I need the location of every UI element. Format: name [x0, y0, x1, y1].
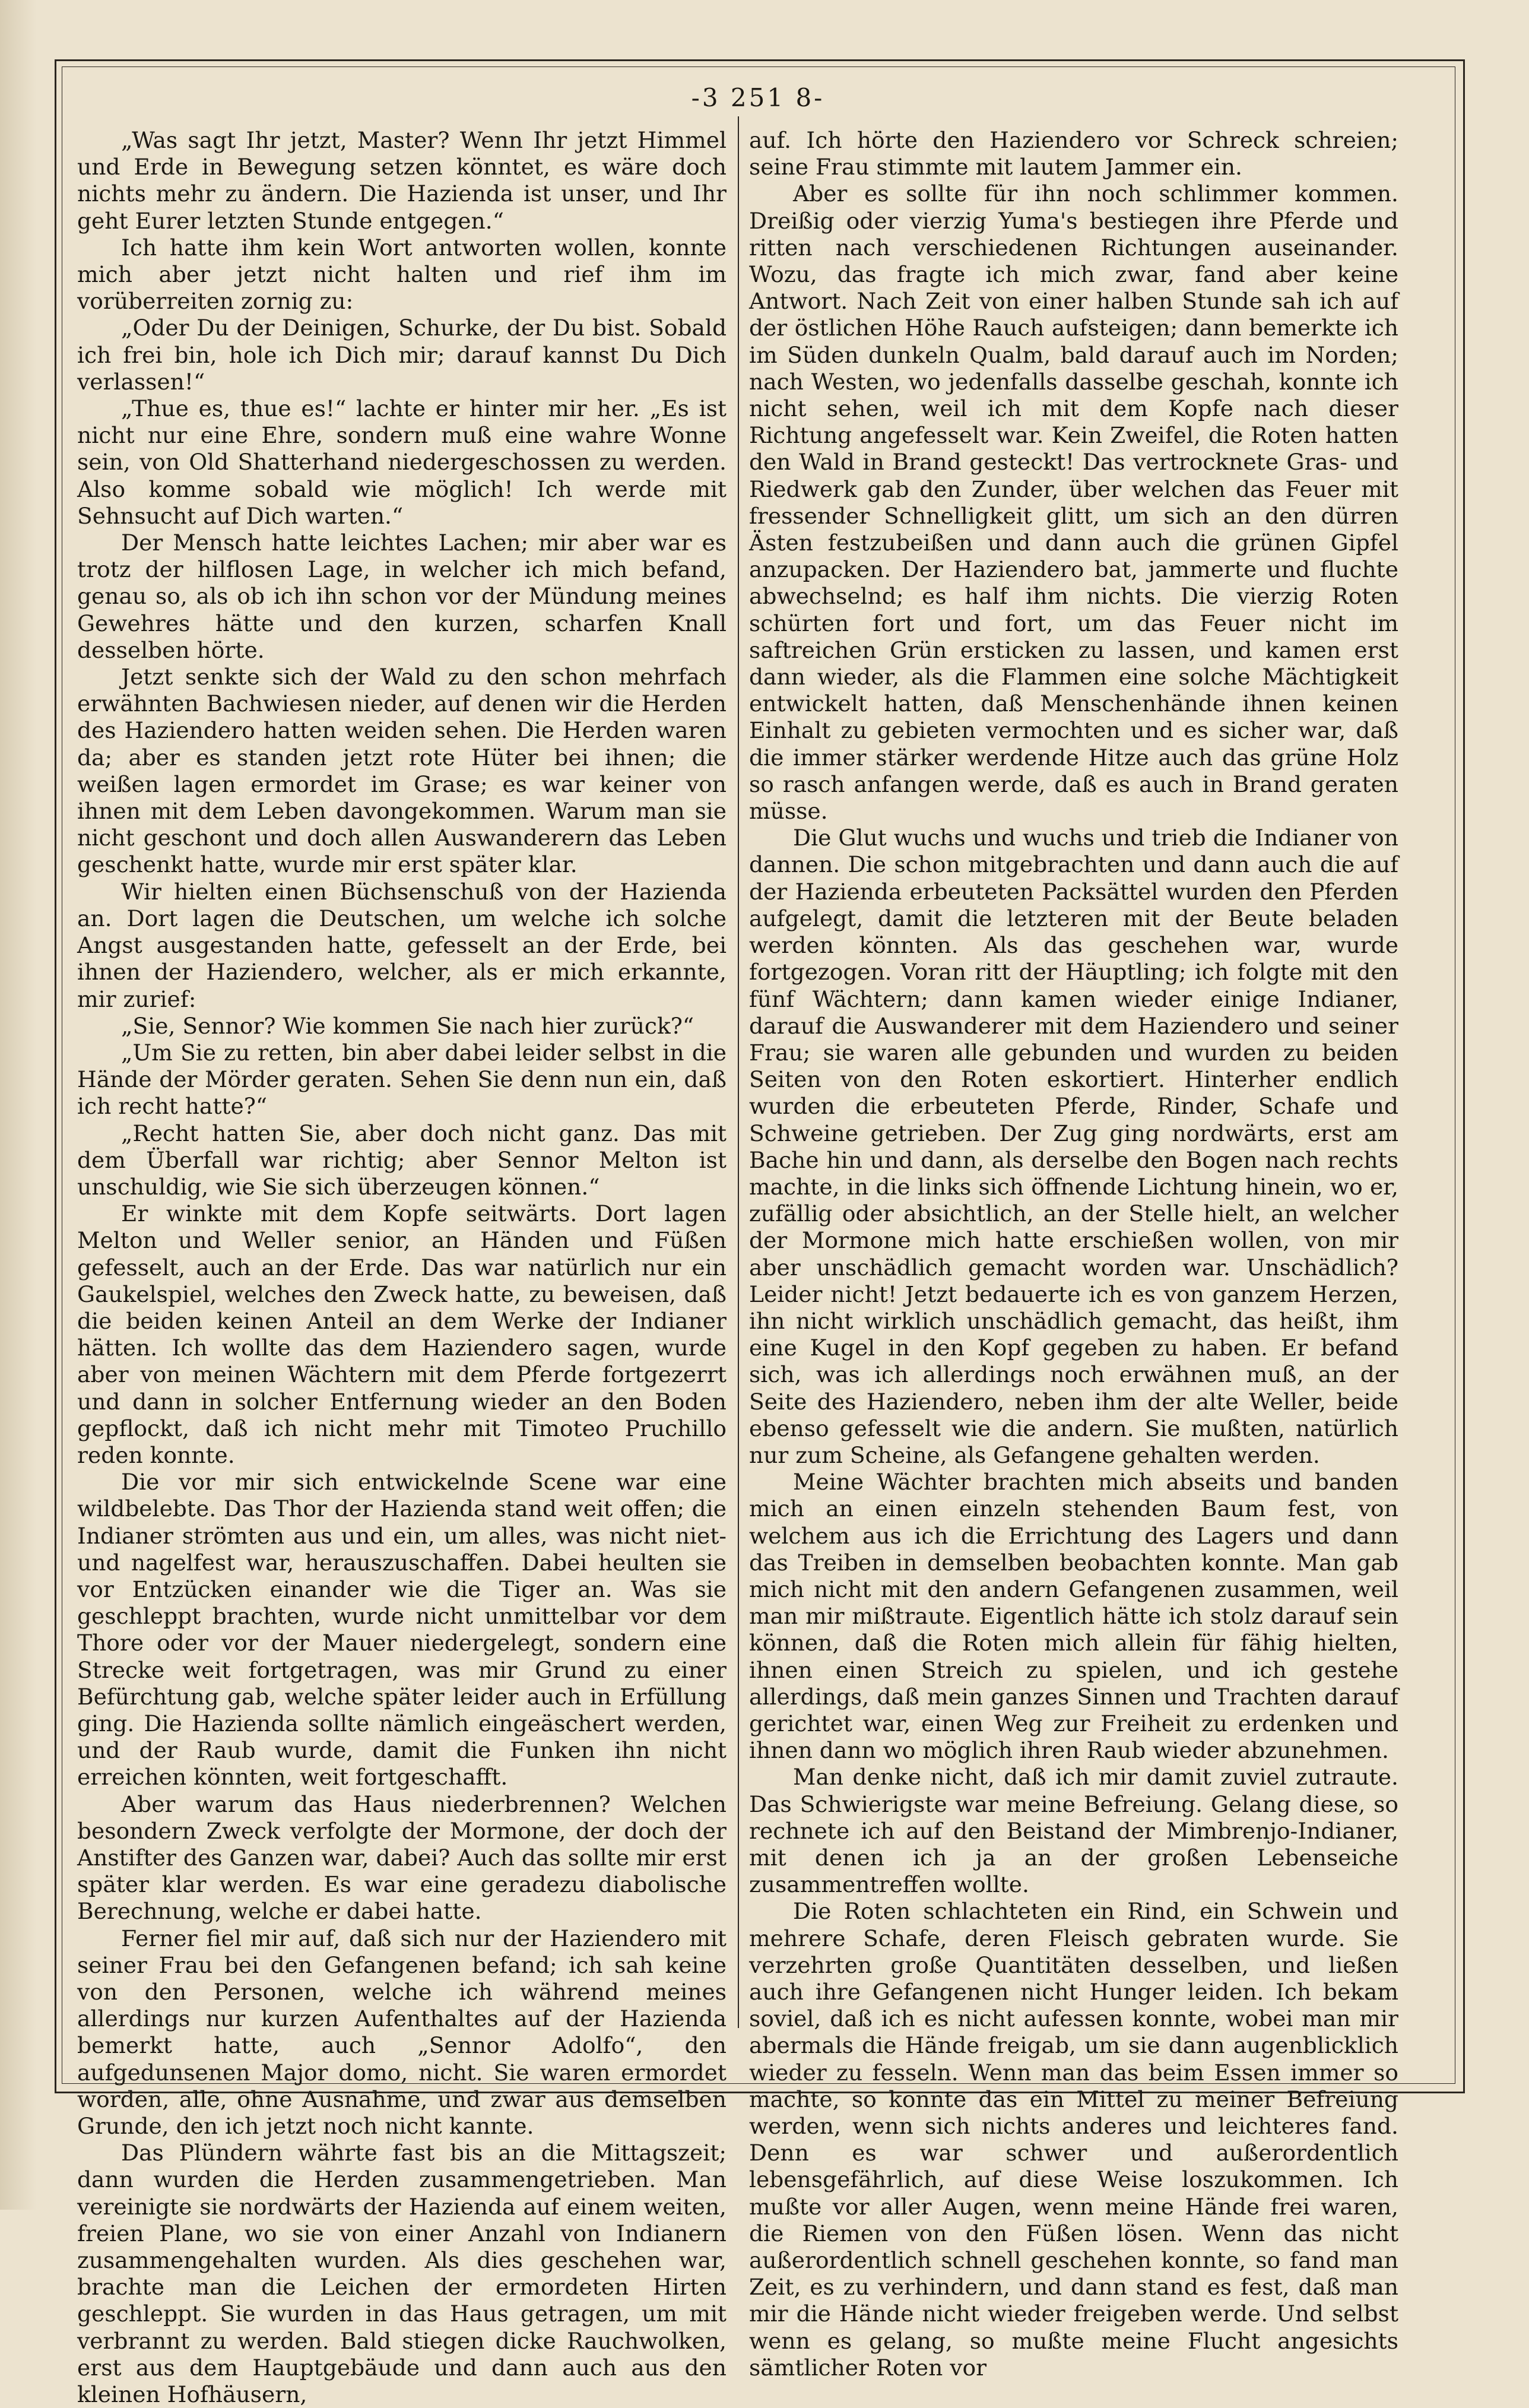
header-ornament-right: 8-	[795, 83, 825, 112]
paragraph: Die Roten schlachteten ein Rind, ein Schwein und mehrere Schafe, deren Fleisch gebraten wurde. Sie verzehrten große Quantitäten desselben, und ließen auch ihre Gefangenen nicht Hunger leiden. Ich bekam soviel, daß ich es nicht aufessen konnte, wobei man mir abermals die Hände freigab, um sie dann augenblicklich wieder zu fesseln. Wenn man das beim Essen immer so machte, so konnte das ein Mittel zu meiner Befreiung werden, wenn sich nichts anderes und leichteres fand. Denn es war schwer und außerordentlich lebensgefährlich, auf diese Weise loszukommen. Ich mußte vor aller Augen, wenn meine Hände frei waren, die Riemen von den Füßen lösen. Wenn das nicht außerordentlich schnell geschehen konnte, so fand man Zeit, es zu verhindern, und dann stand es fest, daß man mir die Hände nicht wieder freigeben werde. Und selbst wenn es gelang, so mußte meine Flucht angesichts sämtlicher Roten vor	[749, 1898, 1398, 2381]
paragraph: Ferner fiel mir auf, daß sich nur der Haziendero mit seiner Frau bei den Gefangenen befand; ich sah keine von den Personen, welche ich während meines allerdings nur kurzen Aufenthaltes auf der Hazienda bemerkt hatte, auch „Sennor Adolfo“, den aufgedunsenen Major domo, nicht. Sie waren ermordet worden, alle, ohne Ausnahme, und zwar aus demselben Grunde, den ich jetzt noch nicht kannte.	[77, 1925, 727, 2140]
header-ornament-left: -3	[691, 83, 721, 112]
column-divider	[738, 116, 739, 2028]
paragraph: „Recht hatten Sie, aber doch nicht ganz. Das mit dem Überfall war richtig; aber Sennor Melton ist unschuldig, wie Sie sich überzeugen können.“	[77, 1120, 727, 1200]
paragraph: „Sie, Sennor? Wie kommen Sie nach hier zurück?“	[121, 1012, 694, 1039]
paragraph: „Um Sie zu retten, bin aber dabei leider selbst in die Hände der Mörder geraten. Sehen Sie denn nun ein, daß ich recht hatte?“	[77, 1039, 727, 1120]
paragraph: Er winkte mit dem Kopfe seitwärts. Dort lagen Melton und Weller senior, an Händen und Füßen gefesselt, auch an der Erde. Das war natürlich nur ein Gaukelspiel, welches den Zweck hatte, zu beweisen, daß die beiden keinen Anteil an dem Werke der Indianer hätten. Ich wollte das dem Haziendero sagen, wurde aber von meinen Wächtern mit dem Pferde fortgezerrt und dann in solcher Entfernung wieder an den Boden gepflockt, daß ich nicht mehr mit Timoteo Pruchillo reden konnte.	[77, 1200, 727, 1468]
page-header	[62, 83, 1454, 112]
paragraph: Jetzt senkte sich der Wald zu den schon mehrfach erwähnten Bachwiesen nieder, auf denen wir die Herden des Haziendero hatten weiden sehen. Die Herden waren da; aber es standen jetzt rote Hüter bei ihnen; die weißen lagen ermordet im Grase; es war keiner von ihnen mit dem Leben davongekommen. Warum man sie nicht geschont und doch allen Auswanderern das Leben geschenkt hatte, wurde mir erst später klar.	[77, 664, 727, 878]
right-column	[749, 127, 1398, 2381]
paragraph: Der Mensch hatte leichtes Lachen; mir aber war es trotz der hilflosen Lage, in welcher ich mich befand, genau so, als ob ich ihn schon vor der Mündung meines Gewehres hätte und den kurzen, scharfen Knall desselben hörte.	[77, 530, 727, 663]
paragraph: Ich hatte ihm kein Wort antworten wollen, konnte mich aber jetzt nicht halten und rief ihm im vorüberreiten zornig zu:	[77, 234, 727, 315]
paragraph: Das Plündern währte fast bis an die Mittagszeit; dann wurden die Herden zusammengetrieben. Man vereinigte sie nordwärts der Hazienda auf einem weiten, freien Plane, wo sie von einer Anzahl von Indianern zusammengehalten wurden. Als dies geschehen war, brachte man die Leichen der ermordeten Hirten geschleppt. Sie wurden in das Haus getragen, um mit verbrannt zu werden. Bald stiegen dicke Rauchwolken, erst aus dem Hauptgebäude und dann auch aus den kleinen Hofhäusern,	[77, 2140, 727, 2408]
page-number: 251	[730, 83, 786, 112]
paragraph: Wir hielten einen Büchsenschuß von der Hazienda an. Dort lagen die Deutschen, um welche ich solche Angst ausgestanden hatte, gefesselt an der Erde, bei ihnen der Haziendero, welcher, als er mich erkannte, mir zurief:	[77, 878, 727, 1012]
paragraph: Aber warum das Haus niederbrennen? Welchen besondern Zweck verfolgte der Mormone, der doch der Anstifter des Ganzen war, dabei? Auch das sollte mir erst später klar werden. Es war eine geradezu diabolische Berechnung, welche er dabei hatte.	[77, 1791, 727, 1925]
paragraph: „Was sagt Ihr jetzt, Master? Wenn Ihr jetzt Himmel und Erde in Bewegung setzen könntet, es wäre doch nichts mehr zu ändern. Die Hazienda ist unser, und Ihr geht Eurer letzten Stunde entgegen.“	[77, 127, 727, 234]
left-column	[77, 127, 727, 2408]
paragraph: Aber es sollte für ihn noch schlimmer kommen. Dreißig oder vierzig Yuma's bestiegen ihre Pferde und ritten nach verschiedenen Richtungen auseinander. Wozu, das fragte ich mich zwar, fand aber keine Antwort. Nach Zeit von einer halben Stunde sah ich auf der östlichen Höhe Rauch aufsteigen; dann bemerkte ich im Süden dunkeln Qualm, bald darauf auch im Norden; nach Westen, wo jedenfalls dasselbe geschah, konnte ich nicht sehen, weil ich mit dem Kopfe nach dieser Richtung angefesselt war. Kein Zweifel, die Roten hatten den Wald in Brand gesteckt! Das vertrocknete Gras- und Riedwerk gab den Zunder, über welchen das Feuer mit fressender Schnelligkeit glitt, um sich an den dürren Ästen festzubeißen und dann auch die grünen Gipfel anzupacken. Der Haziendero bat, jammerte und fluchte abwechselnd; es half ihm nichts. Die vierzig Roten schürten fort und fort, um das Feuer nicht im saftreichen Grün ersticken zu lassen, und kamen erst dann wieder, als die Flammen eine solche Mächtigkeit entwickelt hatten, daß Menschenhände ihnen keinen Einhalt zu gebieten vermochten und es sicher war, daß die immer stärker werdende Hitze auch das grüne Holz so rasch anfangen werde, daß es auch in Brand geraten müsse.	[749, 180, 1398, 825]
paragraph: „Oder Du der Deinigen, Schurke, der Du bist. Sobald ich frei bin, hole ich Dich mir; darauf kannst Du Dich verlassen!“	[77, 315, 727, 395]
paragraph: Die vor mir sich entwickelnde Scene war eine wildbelebte. Das Thor der Hazienda stand weit offen; die Indianer strömten aus und ein, um alles, was nicht niet- und nagelfest war, herauszuschaffen. Dabei heulten sie vor Entzücken einander wie die Tiger an. Was sie geschleppt brachten, wurde nicht unmittelbar vor dem Thore oder vor der Mauer niedergelegt, sondern eine Strecke weit fortgetragen, was mir Grund zu einer Befürchtung gab, welche später leider auch in Erfüllung ging. Die Hazienda sollte nämlich eingeäschert werden, und der Raub wurde, damit die Funken ihn nicht erreichen könnten, weit fortgeschafft.	[77, 1469, 727, 1791]
paragraph: Meine Wächter brachten mich abseits und banden mich an einen einzeln stehenden Baum fest, von welchem aus ich die Errichtung des Lagers und dann das Treiben in demselben beobachten konnte. Man gab mich nicht mit den andern Gefangenen zusammen, weil man mir mißtraute. Eigentlich hätte ich stolz darauf sein können, daß die Roten mich allein für fähig hielten, ihnen einen Streich zu spielen, und ich gestehe allerdings, daß mein ganzes Sinnen und Trachten darauf gerichtet war, einen Weg zur Freiheit zu erdenken und ihnen dann wo möglich ihren Raub wieder abzunehmen.	[749, 1469, 1398, 1764]
page-shadow	[0, 0, 37, 2210]
paragraph: Man denke nicht, daß ich mir damit zuviel zutraute. Das Schwierigste war meine Befreiung. Gelang diese, so rechnete ich auf den Beistand der Mimbrenjo-Indianer, mit denen ich ja an der großen Lebenseiche zusammentreffen wollte.	[749, 1764, 1398, 1898]
paragraph: auf. Ich hörte den Haziendero vor Schreck schreien; seine Frau stimmte mit lautem Jammer ein.	[749, 127, 1398, 180]
paragraph: Die Glut wuchs und wuchs und trieb die Indianer von dannen. Die schon mitgebrachten und dann auch die auf der Hazienda erbeuteten Packsättel wurden den Pferden aufgelegt, damit die letzteren mit der Beute beladen werden könnten. Als das geschehen war, wurde fortgezogen. Voran ritt der Häuptling; ich folgte mit den fünf Wächtern; dann kamen wieder einige Indianer, darauf die Auswanderer mit dem Haziendero und seiner Frau; sie waren alle gebunden und wurden zu beiden Seiten von den Roten eskortiert. Hinterher endlich wurden die erbeuteten Pferde, Rinder, Schafe und Schweine getrieben. Der Zug ging nordwärts, erst am Bache hin und dann, als derselbe den Bogen nach rechts machte, in die links sich öffnende Lichtung hinein, wo er, zufällig oder absichtlich, an der Stelle hielt, an welcher der Mormone mich hatte erschießen wollen, von mir aber unschädlich gemacht worden war. Unschädlich? Leider nicht! Jetzt bedauerte ich es von ganzem Herzen, ihn nicht wirklich unschädlich gemacht, das heißt, ihm eine Kugel in den Kopf gegeben zu haben. Er befand sich, was ich allerdings noch erwähnen muß, an der Seite des Haziendero, neben ihm der alte Weller, beide ebenso gefesselt wie die andern. Sie mußten, natürlich nur zum Scheine, als Gefangene gehalten werden.	[749, 825, 1398, 1468]
paragraph: „Thue es, thue es!“ lachte er hinter mir her. „Es ist nicht nur eine Ehre, sondern muß eine wahre Wonne sein, von Old Shatterhand niedergeschossen zu werden. Also komme sobald wie möglich! Ich werde mit Sehnsucht auf Dich warten.“	[77, 395, 727, 529]
